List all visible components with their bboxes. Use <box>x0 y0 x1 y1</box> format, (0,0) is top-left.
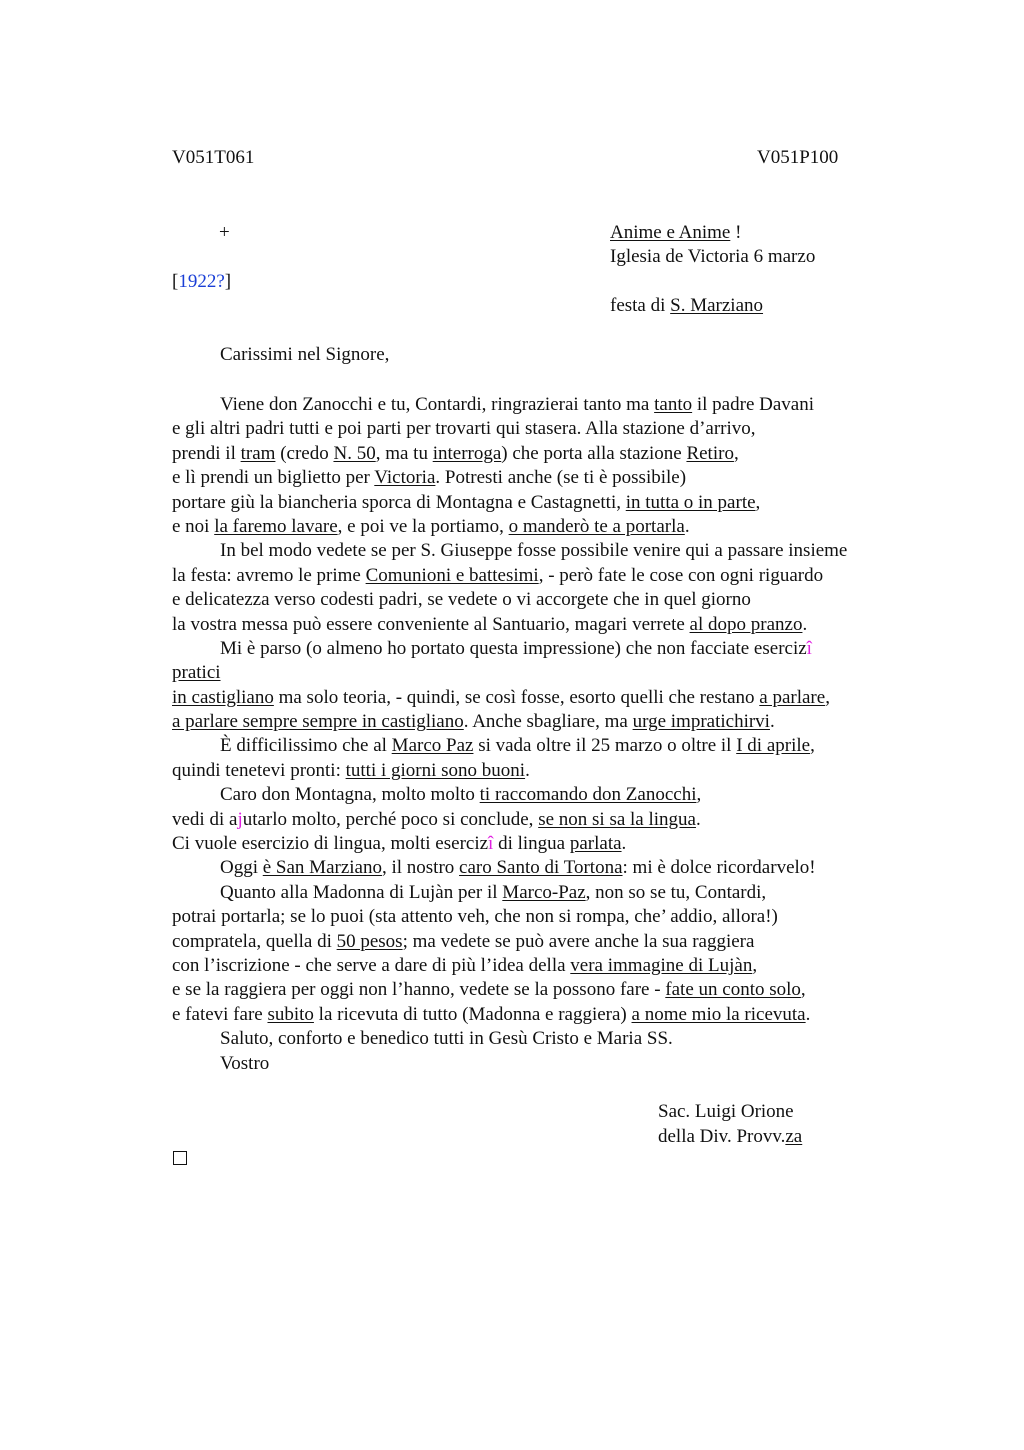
year-note <box>172 270 231 294</box>
body-line: Vostro <box>220 1052 270 1074</box>
body-line: Viene don Zanocchi e tu, Contardi, ringrazierai tanto ma tanto il padre Davani <box>220 394 814 415</box>
body-line: Quanto alla Madonna di Lujàn per il Marco-Paz, non so se tu, Contardi, <box>220 881 767 903</box>
signature-title-suffix: za <box>785 1126 803 1147</box>
body-line: Oggi è San Marziano, il nostro caro Santo di Tortona: mi è dolce ricordarvelo! <box>220 857 816 879</box>
body-line: e lì prendi un biglietto per Victoria. Potresti anche (se ti è possibile) <box>172 467 687 489</box>
body-line: pratici <box>172 662 221 684</box>
body-line: In bel modo vedete se per S. Giuseppe fosse possibile venire qui a passare insieme <box>220 540 848 562</box>
body-line: e noi la faremo lavare, e poi ve la portiamo, o manderò te a portarla. <box>172 515 690 537</box>
motto-suffix: ! <box>730 222 742 243</box>
body-line: Mi è parso (o almeno ho portato questa impressione) che non facciate esercizî <box>220 637 812 659</box>
body-line: vedi di ajutarlo molto, perché poco si conclude, se non si sa la lingua. <box>172 808 701 830</box>
body-line: e delicatezza verso codesti padri, se vedete o vi accorgete che in quel giorno <box>172 589 751 611</box>
feast-prefix: festa di <box>610 295 671 316</box>
signature-title <box>658 1125 802 1149</box>
signature-title-prefix: della Div. Provv. <box>658 1126 786 1147</box>
body-line: portare giù la biancheria sporca di Montagna e Castagnetti, in tutta o in parte, <box>172 491 761 513</box>
body-line: Saluto, conforto e benedico tutti in Gesù Cristo e Maria SS. <box>220 1028 673 1050</box>
motto <box>610 221 741 245</box>
body-line: e fatevi fare subito la ricevuta di tutto (Madonna e raggiera) a nome mio la ricevuta. <box>172 1003 811 1025</box>
motto-underlined: Anime e Anime <box>610 222 731 243</box>
salutation: Carissimi nel Signore, <box>220 344 390 365</box>
body-line: potrai portarla; se lo puoi (sta attento veh, che non si rompa, che’ addio, allora!) <box>172 906 778 928</box>
editorial-mark: î <box>488 833 494 855</box>
body-line: prendi il tram (credo N. 50, ma tu interroga) che porta alla stazione Retiro, <box>172 442 739 464</box>
bracket-close: ] <box>224 271 232 292</box>
editorial-mark: î <box>806 637 812 659</box>
body-line: la festa: avremo le prime Comunioni e battesimi, - però fate le cose con ogni riguardo <box>172 564 824 586</box>
body-line: quindi tenetevi pronti: tutti i giorni sono buoni. <box>172 759 530 781</box>
body-line: Ci vuole esercizio di lingua, molti esercizî di lingua parlata. <box>172 833 627 855</box>
body-line: con l’iscrizione - che serve a dare di più l’idea della vera immagine di Lujàn, <box>172 954 758 976</box>
body-line: Caro don Montagna, molto molto ti raccomando don Zanocchi, <box>220 784 702 806</box>
body-line: È difficilissimo che al Marco Paz si vada oltre il 25 marzo o oltre il I di aprile, <box>220 735 815 757</box>
cross-mark: + <box>219 222 230 243</box>
editorial-mark: j <box>237 808 243 830</box>
body-line: e se la raggiera per oggi non l’hanno, vedete se la possono fare - fate un conto solo, <box>172 979 806 1001</box>
document-code-right: V051P100 <box>757 147 839 168</box>
end-box-icon <box>173 1151 187 1165</box>
body-line: e gli altri padri tutti e poi parti per trovarti qui stasera. Alla stazione d’arrivo, <box>172 418 756 440</box>
signature-name: Sac. Luigi Orione <box>658 1101 794 1122</box>
feast-line <box>610 294 763 318</box>
body-line: compratela, quella di 50 pesos; ma vedete se può avere anche la sua raggiera <box>172 930 755 952</box>
letter-body <box>172 393 907 1076</box>
body-line: la vostra messa può essere conveniente al Santuario, magari verrete al dopo pranzo. <box>172 613 808 635</box>
place-date: Iglesia de Victoria 6 marzo <box>610 246 816 267</box>
body-line: in castigliano ma solo teoria, - quindi, se così fosse, esorto quelli che restano a parlare, <box>172 686 830 708</box>
bracket-open: [ <box>172 271 179 292</box>
body-line: a parlare sempre sempre in castigliano. Anche sbagliare, ma urge impratichirvi. <box>172 711 775 733</box>
year-value: 1922? <box>178 271 225 292</box>
document-code-left: V051T061 <box>172 147 255 168</box>
feast-saint: S. Marziano <box>670 295 764 316</box>
